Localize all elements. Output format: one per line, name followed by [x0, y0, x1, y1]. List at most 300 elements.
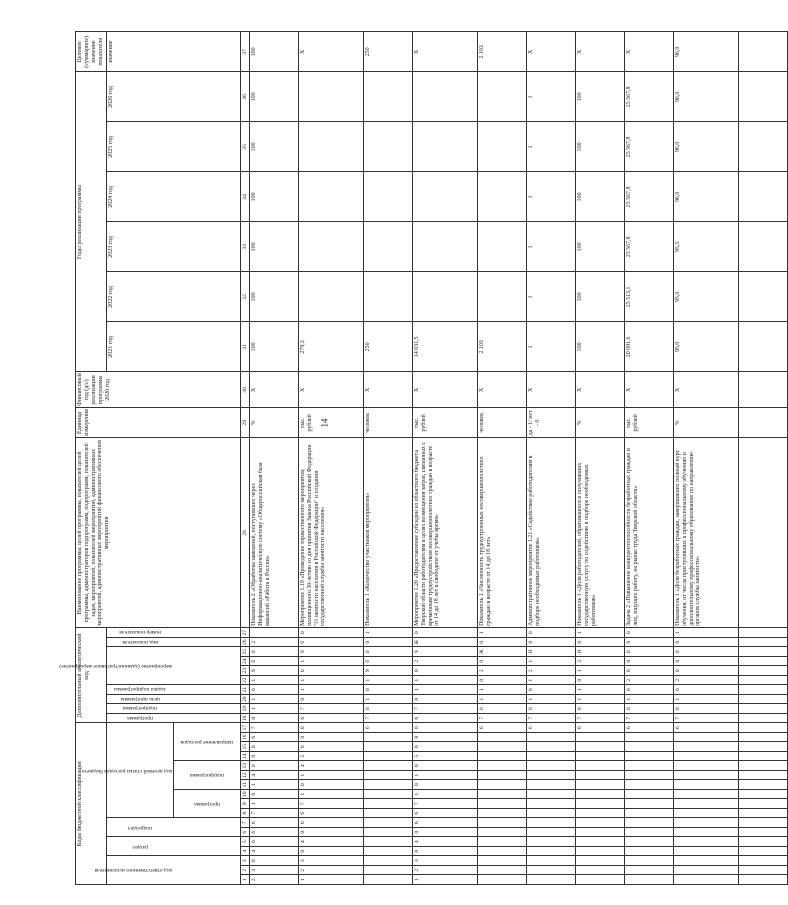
name-cell: Мероприятие 1.20 «Предоставление субсидии из областного бюджета Тверской области работодателям в целях возмещения затрат, связанных с временным трудоустройством несовершеннолетних граждан в возрасте от 14 до 18 лет в свободное от учебы время»: [412, 438, 477, 628]
code-cell: 0: [363, 704, 412, 714]
column-number: 30: [240, 372, 249, 408]
code-cell: [673, 780, 738, 790]
code-cell: [526, 771, 575, 781]
column-number: 4: [240, 847, 249, 857]
code-cell: [477, 837, 526, 847]
budget-subheader-label: направление расходов: [180, 739, 233, 746]
column-number: 24: [241, 658, 248, 664]
code-cell: 1: [412, 675, 477, 685]
budget-subheader-label: подраздел: [127, 824, 152, 831]
code-cell: [738, 628, 787, 638]
code-cell: 2: [477, 666, 526, 676]
year-value-cell: 1: [526, 322, 575, 372]
code-cell: 0: [477, 675, 526, 685]
fin-2020-cell: Х: [624, 372, 673, 408]
year-value-cell: 20 091,6: [624, 322, 673, 372]
code-cell: [575, 856, 624, 866]
code-cell: 1: [249, 694, 298, 704]
code-cell: [575, 875, 624, 885]
budget-subheader-label: подпрограмма: [189, 772, 224, 779]
budget-subheader: [173, 761, 240, 790]
year-value-cell: 25 567,8: [624, 72, 673, 122]
code-cell: 7: [526, 713, 575, 723]
code-cell: 9: [412, 647, 477, 657]
unit-cell: да - 1/ нет - 0: [526, 408, 575, 438]
unit-cell: %: [249, 408, 298, 438]
year-value-cell: 100: [575, 122, 624, 172]
code-cell: [624, 818, 673, 828]
code-cell: [477, 875, 526, 885]
target-value-cell: 96,0: [673, 32, 738, 72]
code-cell: 0: [412, 828, 477, 838]
code-cell: 1: [412, 685, 477, 695]
code-cell: 5: [412, 752, 477, 762]
code-cell: 0: [624, 637, 673, 647]
code-cell: [673, 742, 738, 752]
code-cell: 0: [298, 628, 363, 638]
name-cell: [738, 438, 787, 628]
code-cell: 0: [624, 666, 673, 676]
code-cell: [249, 628, 298, 638]
code-cell: [477, 752, 526, 762]
code-cell: [526, 809, 575, 819]
fin-2020-cell: Х: [575, 372, 624, 408]
year-value-cell: [477, 272, 526, 322]
code-cell: [363, 771, 412, 781]
code-cell: 0: [624, 628, 673, 638]
code-cell: 0: [298, 828, 363, 838]
code-cell: [673, 818, 738, 828]
code-cell: 1: [298, 790, 363, 800]
code-cell: 0: [477, 637, 526, 647]
code-cell: 3: [412, 856, 477, 866]
year-value-cell: 1: [526, 272, 575, 322]
code-cell: [363, 847, 412, 857]
code-cell: 0: [249, 742, 298, 752]
extra-subheader-label: программа: [126, 714, 153, 721]
code-cell: 1: [575, 666, 624, 676]
extra-subheader: [106, 628, 240, 638]
code-cell: 1: [363, 675, 412, 685]
column-number: 6: [240, 828, 249, 838]
code-cell: 0: [249, 837, 298, 847]
code-cell: 0: [412, 723, 477, 733]
code-cell: 0: [298, 666, 363, 676]
extra-subheader-label: задача подпрограммы: [113, 686, 166, 693]
code-cell: 0: [412, 847, 477, 857]
target-value-cell: Х: [298, 32, 363, 72]
code-cell: 6: [298, 818, 363, 828]
code-cell: 1: [624, 694, 673, 704]
code-cell: 6: [412, 713, 477, 723]
year-value-cell: [363, 72, 412, 122]
year-value-cell: 100: [575, 72, 624, 122]
code-cell: 0: [526, 637, 575, 647]
code-cell: [738, 809, 787, 819]
code-cell: 7: [298, 704, 363, 714]
code-cell: [477, 856, 526, 866]
code-cell: 0: [412, 761, 477, 771]
column-number: 20: [241, 696, 248, 702]
code-cell: [575, 818, 624, 828]
code-cell: [673, 799, 738, 809]
column-number: 34: [240, 172, 249, 222]
code-cell: [477, 818, 526, 828]
code-cell: 1: [249, 704, 298, 714]
code-cell: [673, 809, 738, 819]
code-cell: 6: [526, 723, 575, 733]
code-cell: 1: [526, 675, 575, 685]
year-value-cell: [738, 172, 787, 222]
year-header: 2026 год: [106, 72, 240, 122]
column-number: 3: [240, 856, 249, 866]
code-cell: [624, 875, 673, 885]
year-value-cell: 25 513,1: [624, 272, 673, 322]
code-cell: 1: [363, 628, 412, 638]
code-cell: [575, 780, 624, 790]
table-row: [738, 32, 787, 885]
code-cell: 1: [575, 685, 624, 695]
code-cell: [673, 771, 738, 781]
name-cell: Мероприятие 1.19 «Проведение торжественного мероприятия, посвященного 30-летию со дня принятия Закона Российской Федерации "О занятости населения в Российской Федерации" и создания государственной службы занятости населения»: [298, 438, 363, 628]
code-cell: [575, 742, 624, 752]
code-cell: [575, 790, 624, 800]
code-cell: 7: [477, 713, 526, 723]
name-cell: Показатель 2 «Обработка заявлений, поступивших через Информационно-аналитическую систему «Общероссийская база вакансий «Работа в России»: [249, 438, 298, 628]
code-cell: 2: [412, 656, 477, 666]
year-value-cell: 100: [249, 222, 298, 272]
fin-2020-cell: Х: [298, 372, 363, 408]
code-cell: 1: [249, 780, 298, 790]
code-cell: 0: [575, 637, 624, 647]
column-number: 13: [241, 762, 248, 769]
code-cell: [738, 647, 787, 657]
code-cell: 0: [673, 704, 738, 714]
code-cell: [673, 875, 738, 885]
code-cell: 0: [624, 656, 673, 666]
code-cell: [624, 856, 673, 866]
code-cell: [624, 780, 673, 790]
code-cell: 1: [477, 694, 526, 704]
extra-subheader-label: подпрограмма: [122, 705, 157, 712]
code-cell: [738, 694, 787, 704]
code-cell: 0: [624, 647, 673, 657]
year-value-cell: 100: [249, 172, 298, 222]
code-cell: [738, 704, 787, 714]
code-cell: 7: [575, 713, 624, 723]
code-cell: [477, 733, 526, 743]
code-cell: [575, 733, 624, 743]
code-cell: [673, 752, 738, 762]
column-number: 23: [241, 667, 248, 674]
code-cell: 4: [298, 837, 363, 847]
extra-subheader: [106, 685, 240, 695]
year-value-cell: 95,0: [673, 322, 738, 372]
code-cell: 0: [526, 704, 575, 714]
year-value-cell: [412, 272, 477, 322]
code-cell: 4: [249, 771, 298, 781]
code-cell: 0: [298, 723, 363, 733]
year-header: 2025 год: [106, 122, 240, 172]
code-cell: [673, 790, 738, 800]
code-cell: 2: [298, 866, 363, 876]
column-number: 26: [241, 639, 248, 645]
code-cell: 0: [477, 704, 526, 714]
year-value-cell: 25 567,8: [624, 172, 673, 222]
fin-2020-header: Финансовый год (д/с) реализации программы 2020 год: [76, 372, 241, 408]
code-cell: [363, 733, 412, 743]
code-cell: 0: [249, 713, 298, 723]
budget-subheader: [106, 837, 240, 856]
code-cell: [738, 780, 787, 790]
column-number: 19: [241, 705, 248, 712]
extra-subheader-label: мероприятие (административное мероприятие): [58, 663, 172, 670]
code-cell: б: [249, 656, 298, 666]
years-group-header: Годы реализации программы: [76, 72, 107, 372]
code-cell: 0: [249, 790, 298, 800]
code-cell: 1: [575, 628, 624, 638]
code-cell: [673, 761, 738, 771]
code-cell: [477, 742, 526, 752]
code-cell: 5: [298, 752, 363, 762]
code-cell: 1: [298, 675, 363, 685]
target-header: Целевое (суммарное) значение показателя: [76, 32, 107, 72]
code-cell: [624, 828, 673, 838]
extra-subheader: [106, 713, 240, 723]
target-value-cell: [738, 32, 787, 72]
code-cell: [624, 771, 673, 781]
year-value-cell: 100: [575, 222, 624, 272]
year-value-cell: [298, 272, 363, 322]
code-cell: 6: [249, 818, 298, 828]
column-number: 18: [241, 715, 248, 721]
code-cell: 0: [298, 847, 363, 857]
column-number: 32: [240, 272, 249, 322]
code-cell: 6: [575, 723, 624, 733]
column-number: 1: [240, 875, 249, 885]
table-row: [526, 32, 575, 885]
code-cell: [624, 733, 673, 743]
year-value-cell: 100: [249, 272, 298, 322]
year-value-cell: [363, 122, 412, 172]
target-value-cell: Х: [526, 32, 575, 72]
extra-subheader: [106, 704, 240, 714]
code-cell: [477, 847, 526, 857]
code-cell: [738, 742, 787, 752]
fin-2020-cell: Х: [412, 372, 477, 408]
code-cell: 2: [249, 875, 298, 885]
column-number: 7: [240, 818, 249, 828]
target-value-cell: Х: [575, 32, 624, 72]
budget-subheader: [173, 723, 240, 761]
code-cell: 6: [298, 713, 363, 723]
code-cell: [738, 771, 787, 781]
column-number: 10: [241, 791, 248, 797]
code-cell: [624, 752, 673, 762]
code-cell: [363, 818, 412, 828]
name-column-header: Наименование программы, целей программы, показателей целей программы, администраторов подпрограмм, подпрограмм, показателей задач, мероприятий, показателей мероприятий, административных мероприятий, административных мероприятий финансового обеспечения мероприятия: [76, 438, 241, 628]
extra-subheader: [106, 637, 240, 647]
code-cell: 4: [249, 847, 298, 857]
table-row: [298, 32, 363, 885]
code-cell: 0: [412, 666, 477, 676]
code-cell: 1: [363, 694, 412, 704]
code-cell: 0: [412, 628, 477, 638]
code-cell: [363, 799, 412, 809]
table-row: [673, 32, 738, 885]
code-cell: [738, 761, 787, 771]
year-value-cell: 25 567,8: [624, 122, 673, 172]
code-cell: [526, 828, 575, 838]
code-cell: [526, 742, 575, 752]
code-cell: 9: [249, 666, 298, 676]
code-cell: [673, 847, 738, 857]
code-cell: [363, 790, 412, 800]
target-value-cell: Х: [624, 32, 673, 72]
unit-cell: человек: [477, 408, 526, 438]
year-value-cell: [298, 72, 363, 122]
code-cell: 1: [673, 628, 738, 638]
code-cell: [526, 847, 575, 857]
code-cell: [575, 799, 624, 809]
year-value-cell: [298, 122, 363, 172]
code-cell: [526, 780, 575, 790]
year-value-cell: [477, 122, 526, 172]
code-cell: [477, 828, 526, 838]
code-cell: [738, 733, 787, 743]
code-cell: [738, 637, 787, 647]
year-value-cell: 25 567,8: [624, 222, 673, 272]
code-cell: 7: [298, 799, 363, 809]
code-cell: [526, 790, 575, 800]
code-cell: 0: [673, 685, 738, 695]
code-cell: 0: [412, 694, 477, 704]
name-cell: Задача 2 «Повышение конкурентоспособности безработных граждан и лиц, ищущих работу, на рынке труда Тверской области»: [624, 438, 673, 628]
code-cell: [575, 847, 624, 857]
budget-subheader-label: код ответственного исполнителя: [94, 867, 172, 874]
column-number: 5: [240, 837, 249, 847]
code-cell: [477, 866, 526, 876]
budget-codes-header: Коды бюджетной классификации: [76, 723, 107, 885]
code-cell: 1: [298, 656, 363, 666]
code-cell: 2: [249, 637, 298, 647]
code-cell: [673, 837, 738, 847]
code-cell: 1: [673, 694, 738, 704]
code-cell: 0: [575, 675, 624, 685]
budget-subheader-label: раздел: [131, 843, 148, 850]
code-cell: 6: [412, 818, 477, 828]
fin-2020-cell: [738, 372, 787, 408]
code-cell: 6: [624, 723, 673, 733]
column-number: 8: [240, 809, 249, 819]
code-cell: [673, 733, 738, 743]
unit-cell: %: [575, 408, 624, 438]
code-cell: [526, 799, 575, 809]
year-value-cell: [363, 172, 412, 222]
code-cell: 0: [624, 685, 673, 695]
year-value-cell: 95,0: [673, 272, 738, 322]
year-header: 2023 год: [106, 222, 240, 272]
code-cell: 3: [298, 856, 363, 866]
code-cell: 0: [526, 628, 575, 638]
column-number: 17: [241, 724, 248, 731]
code-cell: 9: [363, 666, 412, 676]
code-cell: 0: [298, 780, 363, 790]
code-cell: 6: [249, 828, 298, 838]
year-value-cell: 100: [249, 122, 298, 172]
code-cell: 6: [673, 723, 738, 733]
code-cell: 1: [412, 771, 477, 781]
code-cell: [526, 752, 575, 762]
name-cell: Административное мероприятие 1.21 «Содействие работодателям в подборе необходимых работников»: [526, 438, 575, 628]
code-cell: 1: [526, 694, 575, 704]
code-cell: [738, 847, 787, 857]
table-row: [624, 32, 673, 885]
code-cell: 7: [249, 723, 298, 733]
code-cell: 7: [412, 799, 477, 809]
code-cell: [738, 752, 787, 762]
code-cell: [738, 818, 787, 828]
code-cell: [575, 809, 624, 819]
year-value-cell: [738, 272, 787, 322]
year-value-cell: [477, 72, 526, 122]
program-indicators-table: [58, 31, 788, 885]
code-cell: 2: [624, 675, 673, 685]
column-number: 14: [241, 753, 248, 759]
code-cell: [363, 780, 412, 790]
column-number: 35: [240, 122, 249, 172]
year-value-cell: 100: [249, 72, 298, 122]
code-cell: [624, 809, 673, 819]
budget-subheader-label: код целевой статьи расходов бюджета: [81, 767, 172, 774]
code-cell: 0: [412, 742, 477, 752]
code-cell: [526, 733, 575, 743]
unit-cell: %: [673, 408, 738, 438]
code-cell: 6: [477, 723, 526, 733]
code-cell: Ж: [477, 647, 526, 657]
year-value-cell: 100: [249, 322, 298, 372]
extra-subheader-label: цель программы: [119, 695, 160, 702]
code-cell: 0: [412, 733, 477, 743]
column-number: 29: [240, 408, 249, 438]
code-cell: 0: [526, 685, 575, 695]
code-cell: 0: [363, 647, 412, 657]
page-number: 14: [319, 418, 330, 428]
code-cell: 0: [249, 752, 298, 762]
code-cell: 1: [412, 875, 477, 885]
column-number: 22: [241, 677, 248, 683]
code-cell: [363, 742, 412, 752]
column-number: 31: [240, 322, 249, 372]
year-value-cell: 2 103: [477, 322, 526, 372]
budget-subheader-label: программа: [193, 800, 220, 807]
budget-subheader: [81, 723, 173, 818]
year-value-cell: [412, 172, 477, 222]
code-cell: [477, 799, 526, 809]
year-value-cell: 1: [526, 72, 575, 122]
code-cell: 0: [673, 647, 738, 657]
code-cell: 0: [249, 647, 298, 657]
code-cell: [575, 752, 624, 762]
code-cell: [673, 856, 738, 866]
budget-subheader: [94, 856, 240, 885]
code-cell: [526, 761, 575, 771]
code-cell: [477, 780, 526, 790]
year-value-cell: [477, 222, 526, 272]
table-row: [412, 32, 477, 885]
code-cell: 1: [477, 628, 526, 638]
code-cell: 0: [363, 637, 412, 647]
